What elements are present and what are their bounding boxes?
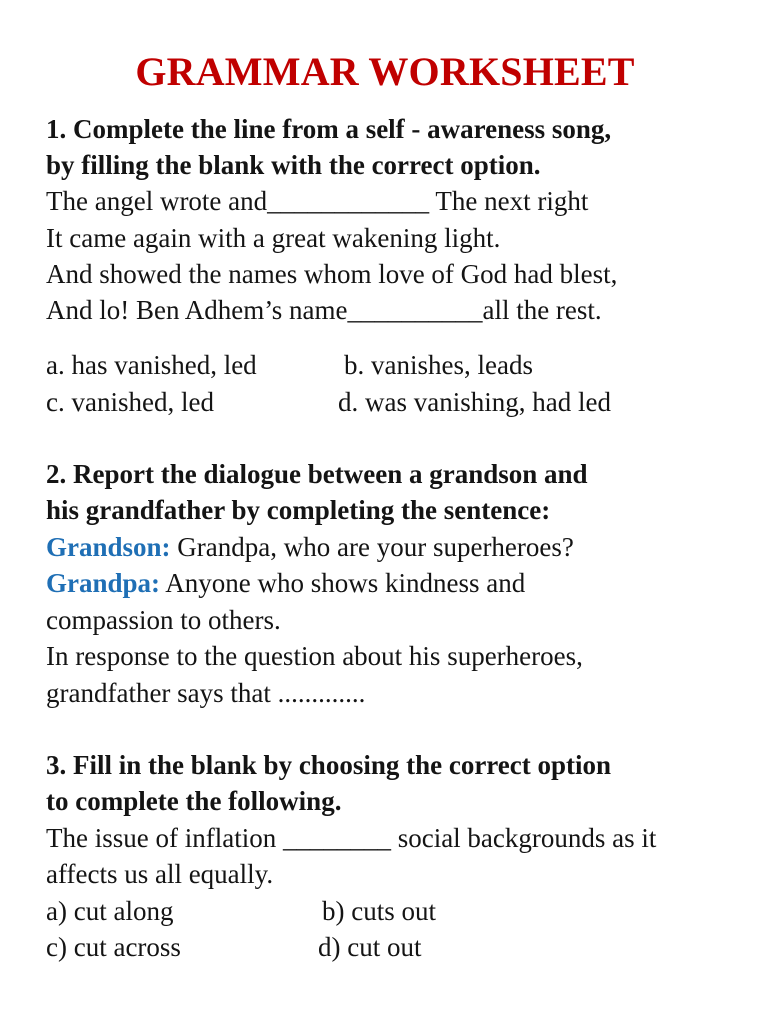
grandson-label: Grandson: <box>46 532 171 562</box>
q1-option-b: b. vanishes, leads <box>344 350 533 380</box>
q1-poem-line-2: It came again with a great wakening light. <box>46 223 501 253</box>
q3-option-a: a) cut along <box>46 896 174 926</box>
q1-option-c: c. vanished, led <box>46 387 214 417</box>
q1-option-a: a. has vanished, led <box>46 350 257 380</box>
q3-heading-line2: to complete the following. <box>46 786 342 816</box>
q1-option-d: d. was vanishing, had led <box>338 387 611 417</box>
q2-heading-line1: 2. Report the dialogue between a grandson and <box>46 459 588 489</box>
q2-grandpa-text-cont: compassion to others. <box>46 605 281 635</box>
q3-option-b: b) cuts out <box>322 896 436 926</box>
q2-prompt-line1: In response to the question about his superheroes, <box>46 641 583 671</box>
q2-heading-line2: his grandfather by completing the sentence: <box>46 495 551 525</box>
grandpa-label: Grandpa: <box>46 568 161 598</box>
q2-grandson-line <box>46 530 574 564</box>
grandpa-text: Anyone who shows kindness and <box>160 568 526 598</box>
q3-option-c: c) cut across <box>46 932 181 962</box>
q1-poem-line-1: The angel wrote and____________ The next right <box>46 186 589 216</box>
grandson-text: Grandpa, who are your superheroes? <box>170 532 574 562</box>
q3-sentence-line2: affects us all equally. <box>46 859 274 889</box>
q1-poem-line-3: And showed the names whom love of God had blest, <box>46 259 618 289</box>
q1-poem-line-4: And lo! Ben Adhem’s name__________all the rest. <box>46 295 602 325</box>
q1-heading-line1: 1. Complete the line from a self - awareness song, <box>46 114 612 144</box>
worksheet-title: GRAMMAR WORKSHEET <box>135 49 635 94</box>
q3-heading-line1: 3. Fill in the blank by choosing the correct option <box>46 750 612 780</box>
q3-option-d: d) cut out <box>318 932 422 962</box>
q3-sentence-line1: The issue of inflation ________ social backgrounds as it <box>46 823 657 853</box>
q2-prompt-line2: grandfather says that ............. <box>46 678 366 708</box>
q1-heading-line2: by filling the blank with the correct option. <box>46 150 541 180</box>
q2-grandpa-line <box>46 566 525 600</box>
